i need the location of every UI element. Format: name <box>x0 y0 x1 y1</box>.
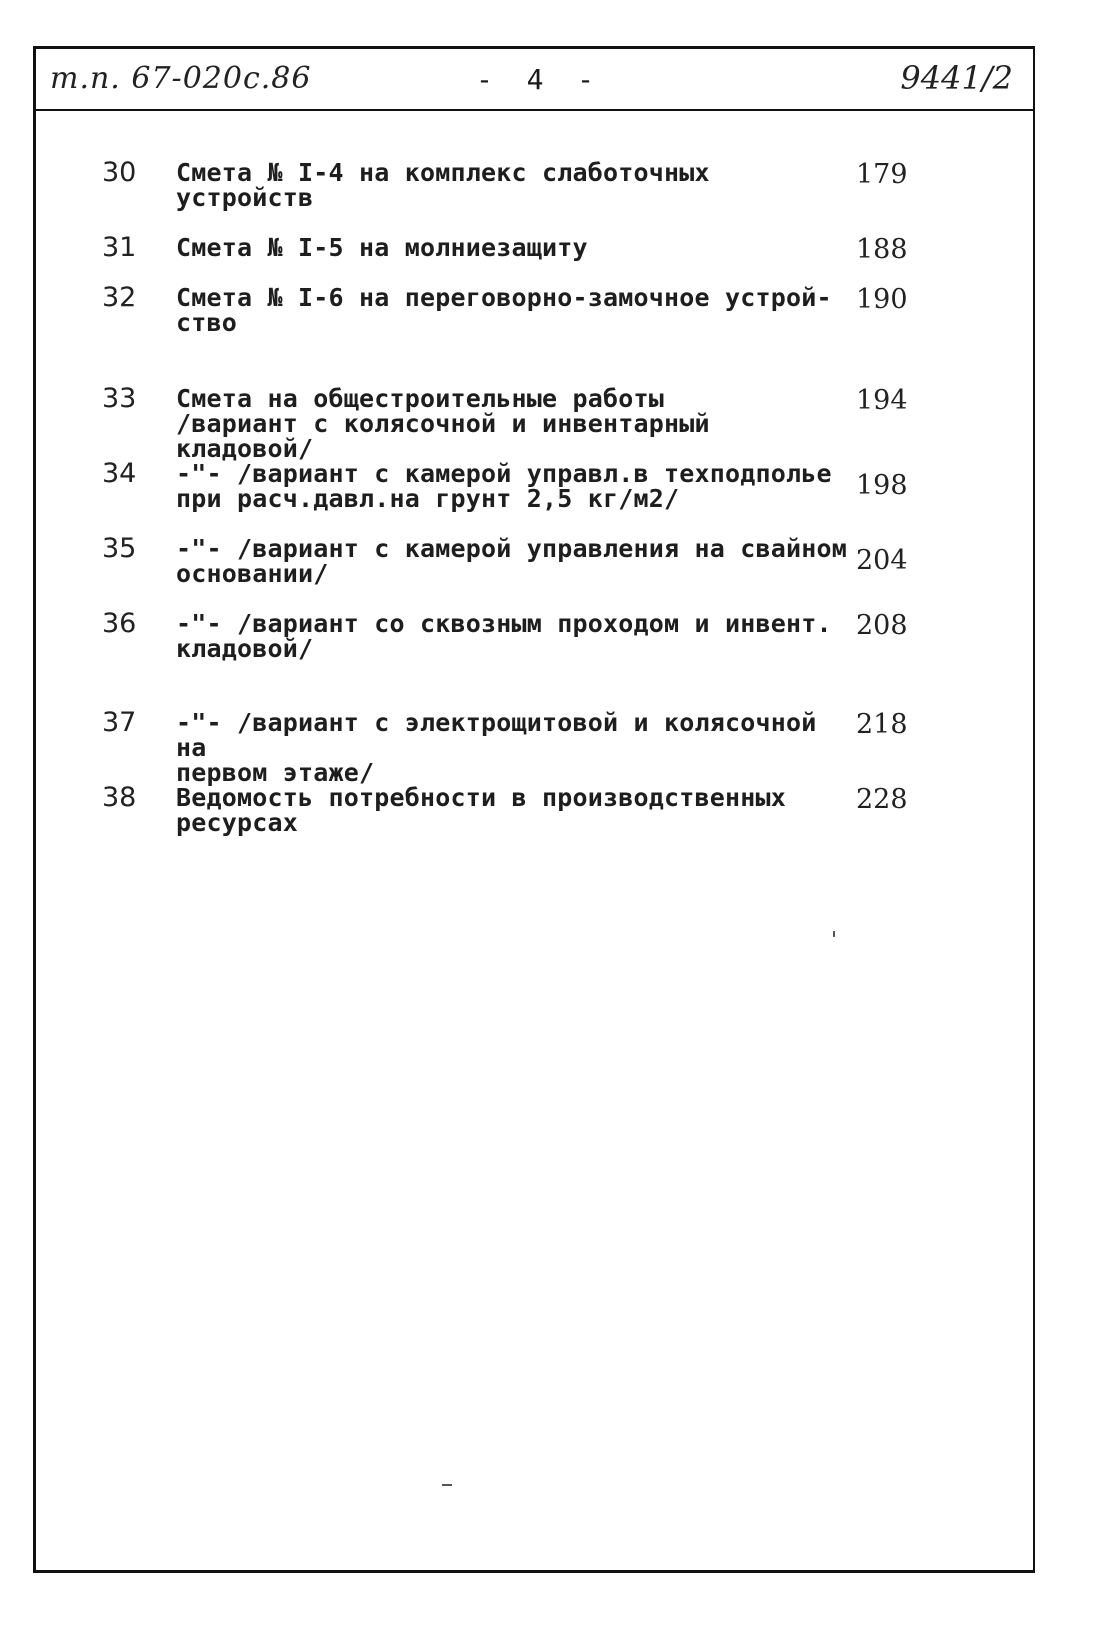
item-text: Смета № I-4 на комплекс слаботочных устройств <box>176 158 710 212</box>
item-page: 228 <box>856 784 908 815</box>
item-number: 31 <box>102 232 137 263</box>
item-text: -"- /вариант с камерой управления на свайном основании/ <box>176 534 848 588</box>
document-sheet <box>33 46 1035 1573</box>
item-text: Ведомость потребности в производственных ресурсах <box>176 783 787 837</box>
document-id: 9441/2 <box>900 59 1013 97</box>
item-page: 179 <box>856 159 908 190</box>
item-number: 37 <box>102 707 137 738</box>
page-number: - 4 - <box>476 63 595 96</box>
item-page: 188 <box>856 234 908 265</box>
item-number: 33 <box>102 383 137 414</box>
item-page: 198 <box>856 470 908 501</box>
item-number: 35 <box>102 533 137 564</box>
item-text: Смета на общестроительные работы /вариант с колясочной и инвентарный кладовой/ <box>176 384 710 463</box>
scan-speck <box>442 1484 452 1486</box>
document-code: т.п. 67-020с.86 <box>50 61 312 96</box>
item-number: 38 <box>102 782 137 813</box>
item-page: 204 <box>856 545 908 576</box>
item-page: 218 <box>856 709 908 740</box>
item-page: 208 <box>856 610 908 641</box>
item-text: -"- /вариант с электрощитовой и колясочной на первом этаже/ <box>176 708 817 787</box>
item-number: 32 <box>102 282 137 313</box>
scan-speck <box>833 931 835 937</box>
item-number: 30 <box>102 157 137 188</box>
item-text: -"- /вариант со сквозным проходом и инвент. кладовой/ <box>176 609 832 663</box>
item-number: 34 <box>102 458 137 489</box>
item-number: 36 <box>102 608 137 639</box>
item-text: Смета № I-5 на молниезащиту <box>176 233 588 262</box>
title-block <box>36 49 1033 111</box>
item-page: 190 <box>856 284 908 315</box>
item-text: Смета № I-6 на переговорно-замочное устрой- ство <box>176 283 832 337</box>
item-text: -"- /вариант с камерой управл.в техподполье при расч.давл.на грунт 2,5 кг/м2/ <box>176 459 832 513</box>
item-page: 194 <box>856 385 908 416</box>
